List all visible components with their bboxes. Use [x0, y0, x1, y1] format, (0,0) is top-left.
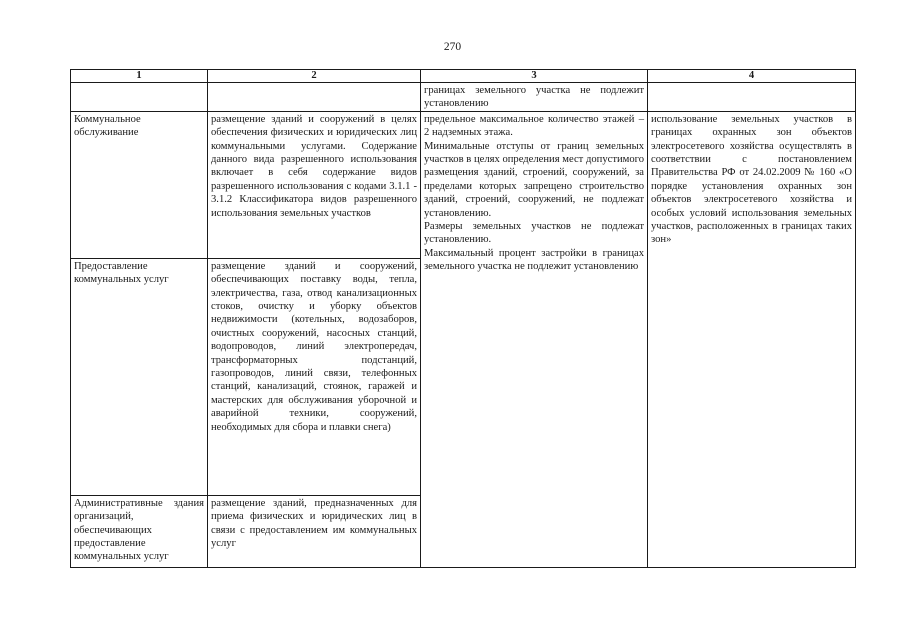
column-header-3: 3 [421, 70, 648, 83]
continuation-cell-4 [648, 83, 856, 112]
column-header-1: 1 [71, 70, 208, 83]
building-parameters-cell [421, 111, 648, 567]
land-use-name-cell: Предоставление коммунальных услуг [71, 258, 208, 495]
land-use-description-cell: размещение зданий и сооружений в целях обеспечения физических и юридических лиц коммунальными услугами. Содержание данного вида разрешенного использования включает в себя содержание видов разрешенного использования с кодами 3.1.1 - 3.1.2 Классификатора видов разрешенного использования земельных участков [208, 111, 421, 258]
min-setbacks-text: Минимальные отступы от границ земельных участков в целях определения мест допустимого размещения зданий, строений, сооружений, за пределами которых запрещено строительство зданий, строений, сооружений, не подлежат установлению. [424, 140, 644, 219]
table-row [71, 111, 856, 258]
land-use-name-cell: Коммунальное обслуживание [71, 111, 208, 258]
page-number: 270 [443, 41, 462, 53]
land-use-description-cell: размещение зданий, предназначенных для приема физических и юридических лиц в связи с предоставлением им коммунальных услуг [208, 495, 421, 567]
column-header-2: 2 [208, 70, 421, 83]
max-coverage-text: Максимальный процент застройки в границах земельного участка не подлежит установлению [424, 247, 644, 273]
regulations-table [70, 69, 856, 568]
continuation-cell-2 [208, 83, 421, 112]
max-floors-text: предельное максимальное количество этажей – 2 надземных этажа. [424, 113, 644, 139]
continuation-cell-1 [71, 83, 208, 112]
table-header-row [71, 70, 856, 83]
usage-restrictions-cell: использование земельных участков в границах охранных зон объектов электросетевого хозяйства осуществлять в соответствии с постановлением Правительства РФ от 24.02.2009 № 160 «О порядке установления охранных зон объектов электросетевого хозяйства и особых условий использования земельных участков, расположенных в границах таких зон» [648, 111, 856, 567]
continuation-row [71, 83, 856, 112]
continuation-cell-3: границах земельного участка не подлежит установлению [421, 83, 648, 112]
column-header-4: 4 [648, 70, 856, 83]
land-use-description-cell: размещение зданий и сооружений, обеспечивающих поставку воды, тепла, электричества, газа, отвод канализационных стоков, очистку и уборку объектов недвижимости (котельных, водозаборов, очистных сооружений, насосных станций, водопроводов, линий электропередач, трансформаторных подстанций, газопроводов, линий связи, телефонных станций, канализаций, стоянок, гаражей и мастерских для обслуживания уборочной и аварийной техники, сооружений, необходимых для сбора и плавки снега) [208, 258, 421, 495]
land-use-name-cell: Административные здания организаций, обеспечивающих предоставление коммунальных услуг [71, 495, 208, 567]
plot-size-text: Размеры земельных участков не подлежат установлению. [424, 221, 644, 246]
